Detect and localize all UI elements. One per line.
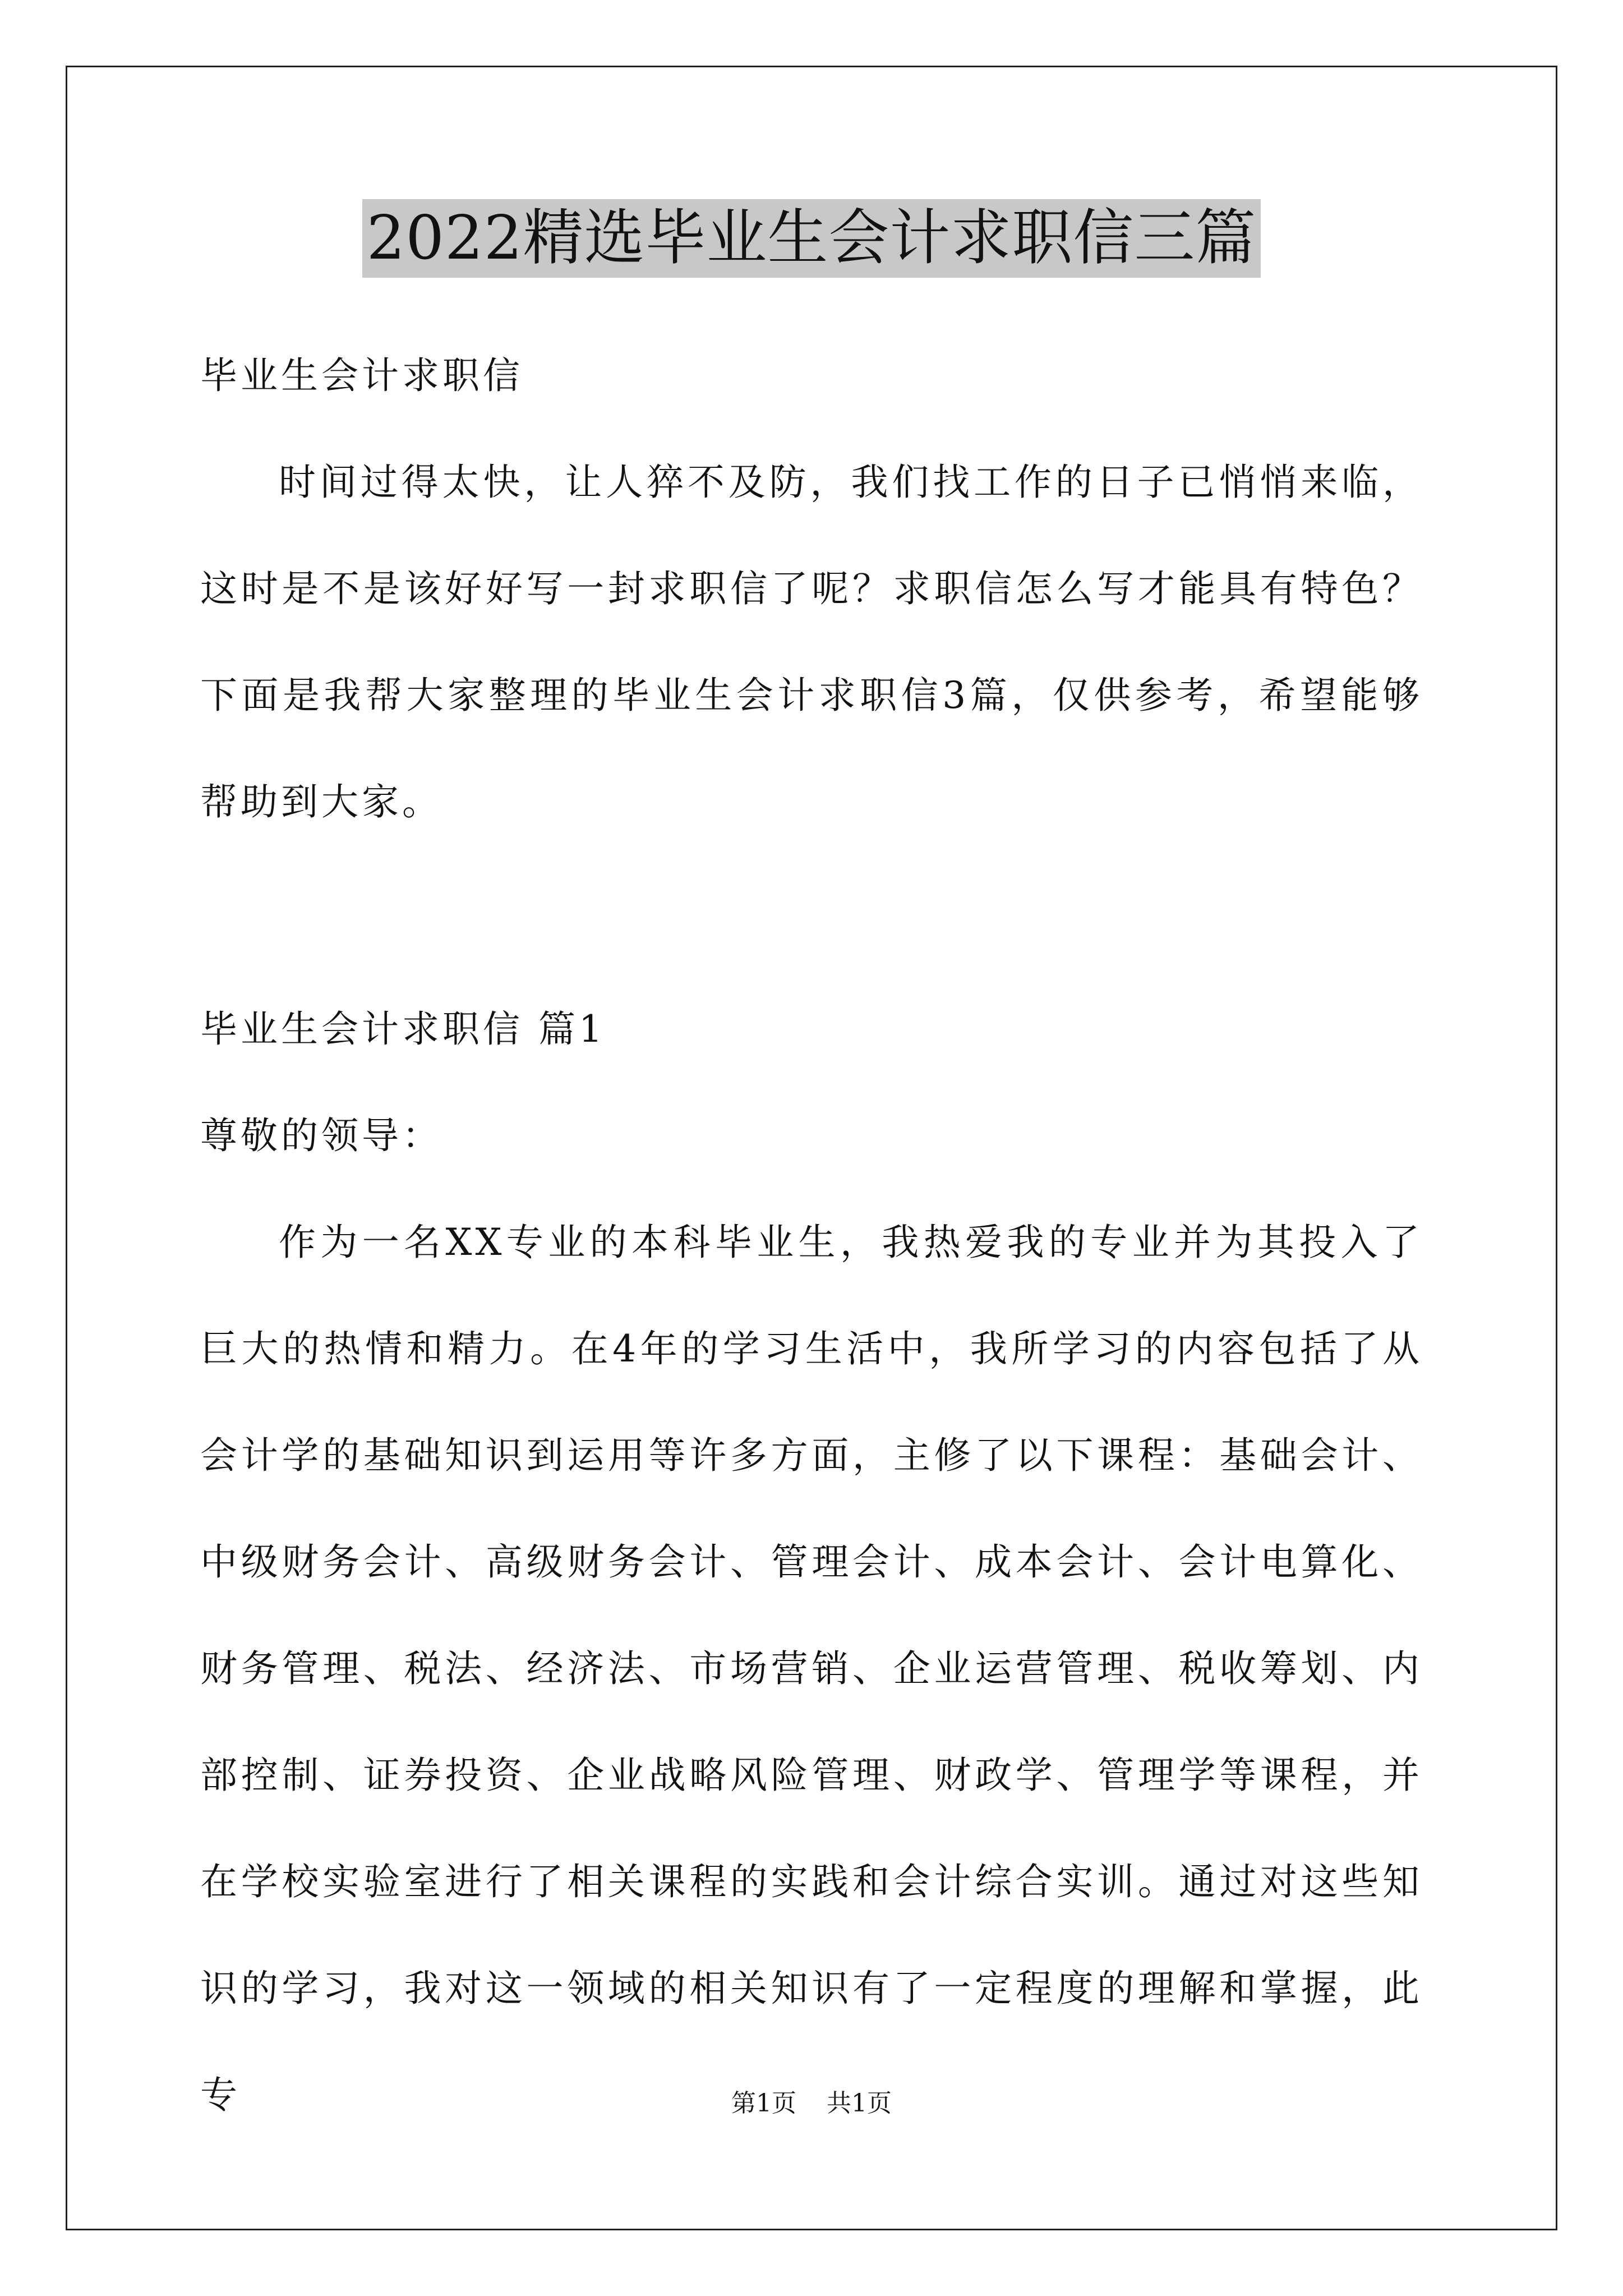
page-footer	[0, 2087, 1623, 2120]
body-paragraph: 作为一名XX专业的本科毕业生，我热爱我的专业并为其投入了巨大的热情和精力。在4年的学习生活中，我所学习的内容包括了从会计学的基础知识到运用等许多方面，主修了以下课程：基础会计、中级财务会计、高级财务会计、管理会计、成本会计、会计电算化、财务管理、税法、经济法、市场营销、企业运营管理、税收筹划、内部控制、证券投资、企业战略风险管理、财政学、管理学等课程，并在学校实验室进行了相关课程的实践和会计综合实训。通过对这些知识的学习，我对这一领域的相关知识有了一定程度的理解和掌握，此专	[200, 1221, 1423, 2116]
section-heading: 毕业生会计求职信 篇1	[200, 1007, 606, 1051]
document-title: 2022精选毕业生会计求职信三篇	[362, 199, 1261, 278]
title-container	[0, 199, 1623, 278]
salutation: 尊敬的领导：	[200, 1114, 442, 1157]
page-total: 共1页	[827, 2089, 892, 2118]
page-number: 第1页	[731, 2089, 796, 2118]
intro-heading: 毕业生会计求职信	[200, 354, 523, 397]
intro-paragraph: 时间过得太快，让人猝不及防，我们找工作的日子已悄悄来临，这时是不是该好好写一封求职信了呢？求职信怎么写才能具有特色？下面是我帮大家整理的毕业生会计求职信3篇，仅供参考，希望能够帮助到大家。	[200, 461, 1423, 823]
